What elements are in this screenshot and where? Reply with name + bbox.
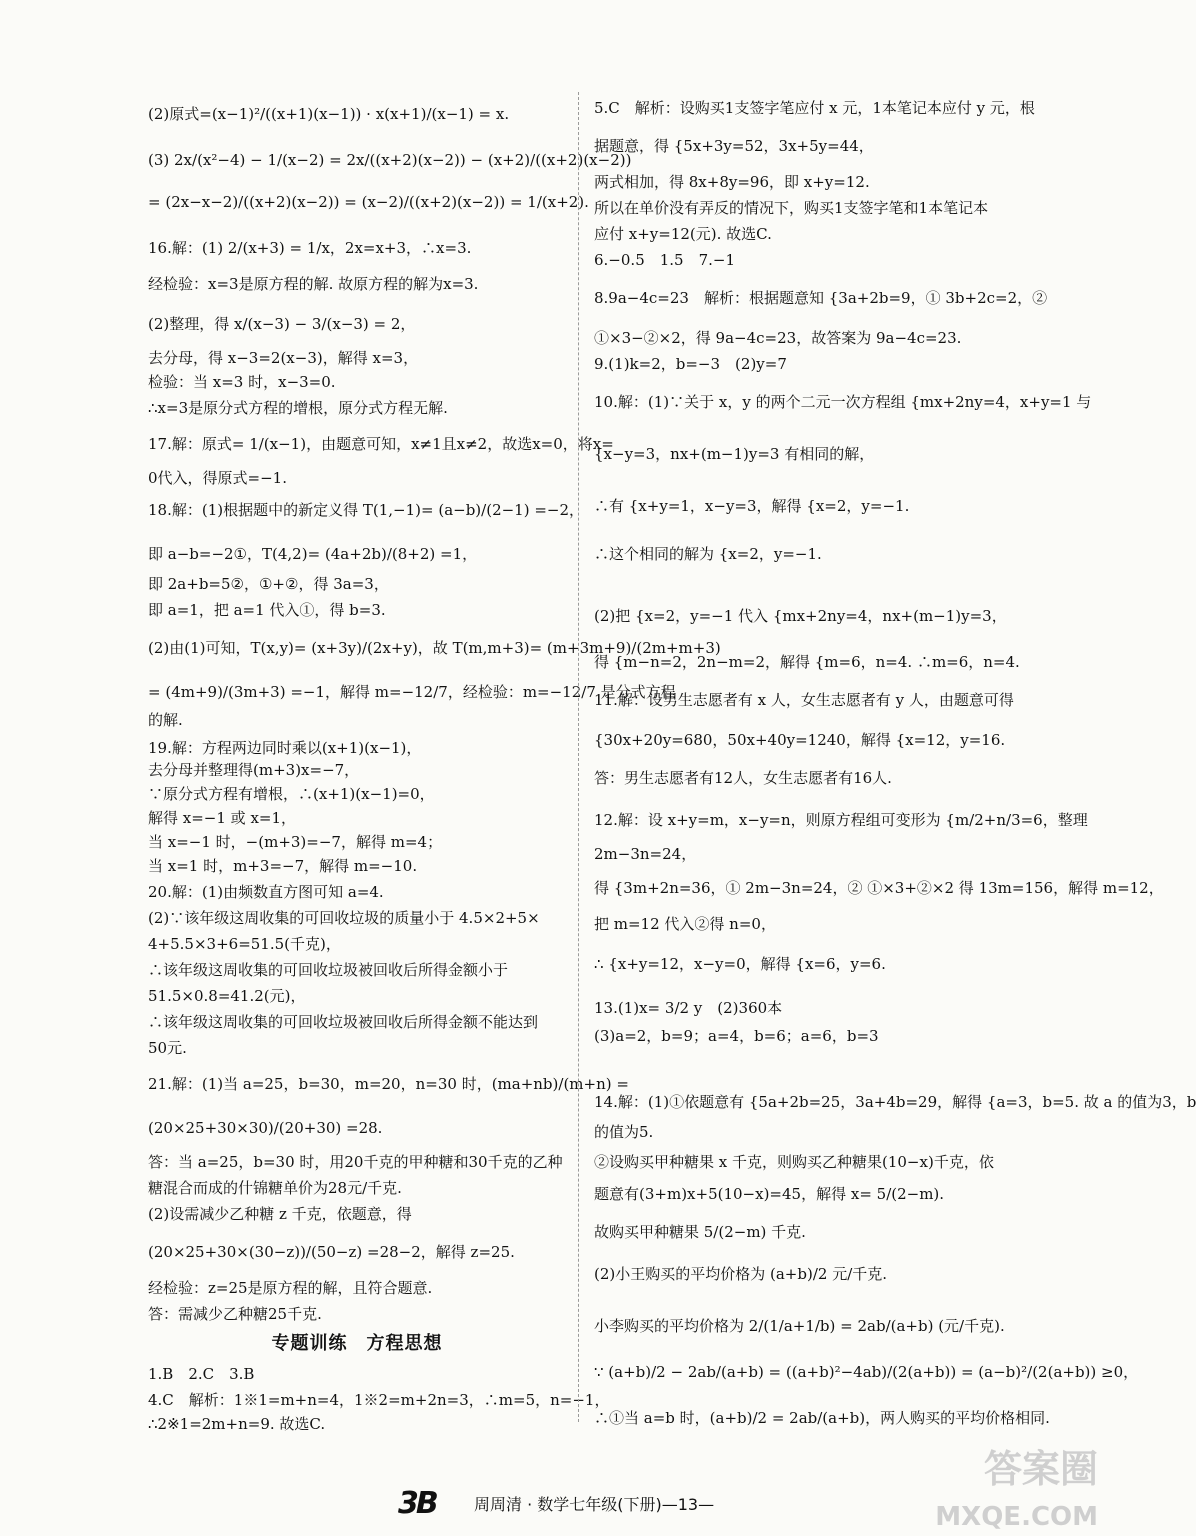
answer-line: ①×3−②×2，得 9a−4c=23，故答案为 9a−4c=23. (594, 329, 962, 347)
answer-line: 51.5×0.8=41.2(元)， (148, 987, 306, 1005)
answer-line: 18.解：(1)根据题中的新定义得 T(1,−1)= (a−b)/(2−1) =−2， (148, 501, 585, 519)
answer-line: ∵ (a+b)/2 − 2ab/(a+b) = ((a+b)²−4ab)/(2(a+b)) = (a−b)²/(2(a+b)) ≥0， (594, 1363, 1139, 1381)
answer-line: 19.解：方程两边同时乘以(x+1)(x−1)， (148, 739, 422, 757)
answer-line: 经检验：x=3是原方程的解. 故原方程的解为x=3. (148, 275, 479, 293)
answer-line: 解得 x=−1 或 x=1， (148, 809, 297, 827)
answer-line: 12.解：设 x+y=m，x−y=n，则原方程组可变形为 {m/2+n/3=6，整理 (594, 811, 1088, 829)
answer-line: = (4m+9)/(3m+3) =−1，解得 m=−12/7，经检验：m=−12/7 是分式方程 (148, 683, 676, 701)
answer-line: 20.解：(1)由频数直方图可知 a=4. (148, 883, 384, 901)
column-divider (578, 92, 579, 1422)
answer-line: 答：男生志愿者有12人，女生志愿者有16人. (594, 769, 892, 787)
answer-line: 的解. (148, 711, 183, 729)
answer-line: (2)小王购买的平均价格为 (a+b)/2 元/千克. (594, 1265, 888, 1283)
answer-line: 10.解：(1)∵关于 x，y 的两个二元一次方程组 {mx+2ny=4，x+y=1 与 (594, 393, 1092, 411)
answer-line: 去分母并整理得(m+3)x=−7， (148, 761, 360, 779)
answer-line: (2)原式=(x−1)²/((x+1)(x−1)) · x(x+1)/(x−1) = x. (148, 105, 510, 123)
answer-line: 16.解：(1) 2/(x+3) = 1/x，2x=x+3，∴x=3. (148, 239, 472, 257)
publisher-logo: 3B (398, 1486, 436, 1521)
answer-line: (20×25+30×30)/(20+30) =28. (148, 1119, 383, 1137)
answer-line: 即 a−b=−2①，T(4,2)= (4a+2b)/(8+2) =1， (148, 545, 478, 563)
answer-line: 糖混合而成的什锦糖单价为28元/千克. (148, 1179, 402, 1197)
answer-line: 当 x=−1 时，−(m+3)=−7，解得 m=4； (148, 833, 443, 851)
answer-line: 8.9a−4c=23 解析：根据题意知 {3a+2b=9，① 3b+2c=2，② (594, 289, 1048, 307)
answer-line: 9.(1)k=2，b=−3 (2)y=7 (594, 355, 787, 373)
answer-line: 2m−3n=24， (594, 845, 697, 863)
answer-line: 答：当 a=25，b=30 时，用20千克的甲种糖和30千克的乙种 (148, 1153, 563, 1171)
answer-line: 5.C 解析：设购买1支签字笔应付 x 元，1本笔记本应付 y 元，根 (594, 99, 1035, 117)
answer-line: = (2x−x−2)/((x+2)(x−2)) = (x−2)/((x+2)(x−2)) = 1/(x+2). (148, 193, 589, 211)
answer-line: 答：需减少乙种糖25千克. (148, 1305, 322, 1323)
answer-line: 13.(1)x= 3/2 y (2)360本 (594, 999, 783, 1017)
answer-line: 经检验：z=25是原方程的解，且符合题意. (148, 1279, 433, 1297)
answer-line: (3) 2x/(x²−4) − 1/(x−2) = 2x/((x+2)(x−2)) − (x+2)/((x+2)(x−2)) (148, 151, 632, 169)
answer-line: ∴①当 a=b 时，(a+b)/2 = 2ab/(a+b)，两人购买的平均价格相同. (594, 1409, 1050, 1427)
answer-line: 检验：当 x=3 时，x−3=0. (148, 373, 336, 391)
answer-line: 11.解：设男生志愿者有 x 人，女生志愿者有 y 人，由题意可得 (594, 691, 1014, 709)
answer-line: (3)a=2，b=9；a=4，b=6；a=6，b=3 (594, 1027, 879, 1045)
section-title: 专题训练 方程思想 (271, 1333, 443, 1354)
answer-line: 故购买甲种糖果 5/(2−m) 千克. (594, 1223, 806, 1241)
answer-line: 0代入，得原式=−1. (148, 469, 287, 487)
answer-line: 小李购买的平均价格为 2/(1/a+1/b) = 2ab/(a+b) (元/千克). (594, 1317, 1005, 1335)
answer-line: ∴该年级这周收集的可回收垃圾被回收后所得金额不能达到 (148, 1013, 539, 1031)
answer-line: ∵原分式方程有增根，∴(x+1)(x−1)=0， (148, 785, 435, 803)
answer-line: 6.−0.5 1.5 7.−1 (594, 251, 736, 269)
answer-line: 即 a=1，把 a=1 代入①，得 b=3. (148, 601, 386, 619)
footer-page-label: 周周清 · 数学七年级(下册)—13— (474, 1495, 715, 1514)
answer-line: 所以在单价没有弄反的情况下，购买1支签字笔和1本笔记本 (594, 199, 989, 217)
watermark-bottom: MXQE.COM (935, 1502, 1098, 1532)
answer-line: 得 {m−n=2，2n−m=2，解得 {m=6，n=4. ∴m=6，n=4. (594, 653, 1020, 671)
site-watermark (918, 1444, 1098, 1534)
answer-line: 14.解：(1)①依题意有 {5a+2b=25，3a+4b=29，解得 {a=3，b=5. 故 a 的值为3，b (594, 1093, 1196, 1111)
answer-line: ②设购买甲种糖果 x 千克，则购买乙种糖果(10−x)千克，依 (594, 1153, 994, 1171)
answer-line: (20×25+30×(30−z))/(50−z) =28−2，解得 z=25. (148, 1243, 515, 1261)
answer-line: ∴x=3是原分式方程的增根，原分式方程无解. (148, 399, 448, 417)
answer-line: (2)把 {x=2，y=−1 代入 {mx+2ny=4，nx+(m−1)y=3， (594, 607, 1007, 625)
answer-line: 把 m=12 代入②得 n=0， (594, 915, 776, 933)
answer-line: 1.B 2.C 3.B (148, 1365, 255, 1383)
answer-line: (2)整理，得 x/(x−3) − 3/(x−3) = 2， (148, 315, 416, 333)
answer-line: 的值为5. (594, 1123, 654, 1141)
answer-line: 当 x=1 时，m+3=−7，解得 m=−10. (148, 857, 418, 875)
answer-line: 4+5.5×3+6=51.5(千克)， (148, 935, 341, 953)
watermark-top: 答案圈 (983, 1447, 1098, 1491)
answer-line: {30x+20y=680，50x+40y=1240，解得 {x=12，y=16. (594, 731, 1006, 749)
page-footer (398, 1482, 878, 1526)
answer-line: 4.C 解析：1※1=m+n=4，1※2=m+2n=3，∴m=5，n=−1， (148, 1391, 610, 1409)
answer-line: ∴ {x+y=12，x−y=0，解得 {x=6，y=6. (594, 955, 886, 973)
answer-line: 题意有(3+m)x+5(10−x)=45，解得 x= 5/(2−m). (594, 1185, 945, 1203)
answer-line: ∴2※1=2m+n=9. 故选C. (148, 1415, 326, 1433)
answer-line: (2)设需减少乙种糖 z 千克，依题意，得 (148, 1205, 412, 1223)
answer-line: 两式相加，得 8x+8y=96，即 x+y=12. (594, 173, 870, 191)
answer-line: 17.解：原式= 1/(x−1)，由题意可知，x≠1且x≠2，故选x=0，将x= (148, 435, 614, 453)
answer-line: ∴有 {x+y=1，x−y=3，解得 {x=2，y=−1. (594, 497, 910, 515)
answer-line: (2)由(1)可知，T(x,y)= (x+3y)/(2x+y)，故 T(m,m+3)= (m+3m+9)/(2m+m+3) (148, 639, 721, 657)
answer-line: 应付 x+y=12(元). 故选C. (594, 225, 772, 243)
answer-line: 50元. (148, 1039, 187, 1057)
answer-line: 得 {3m+2n=36，① 2m−3n=24，② ①×3+②×2 得 13m=156，解得 m=12， (594, 879, 1164, 897)
answer-line: {x−y=3，nx+(m−1)y=3 有相同的解， (594, 445, 875, 463)
answer-line: 据题意，得 {5x+3y=52，3x+5y=44， (594, 137, 874, 155)
answer-line: ∴这个相同的解为 {x=2，y=−1. (594, 545, 822, 563)
answer-line: 即 2a+b=5②，①+②，得 3a=3， (148, 575, 389, 593)
answer-line: 去分母，得 x−3=2(x−3)，解得 x=3， (148, 349, 419, 367)
answer-line: ∴该年级这周收集的可回收垃圾被回收后所得金额小于 (148, 961, 509, 979)
answer-line: (2)∵该年级这周收集的可回收垃圾的质量小于 4.5×2+5× (148, 909, 540, 927)
answer-line: 21.解：(1)当 a=25，b=30，m=20，n=30 时，(ma+nb)/(m+n) = (148, 1075, 629, 1093)
